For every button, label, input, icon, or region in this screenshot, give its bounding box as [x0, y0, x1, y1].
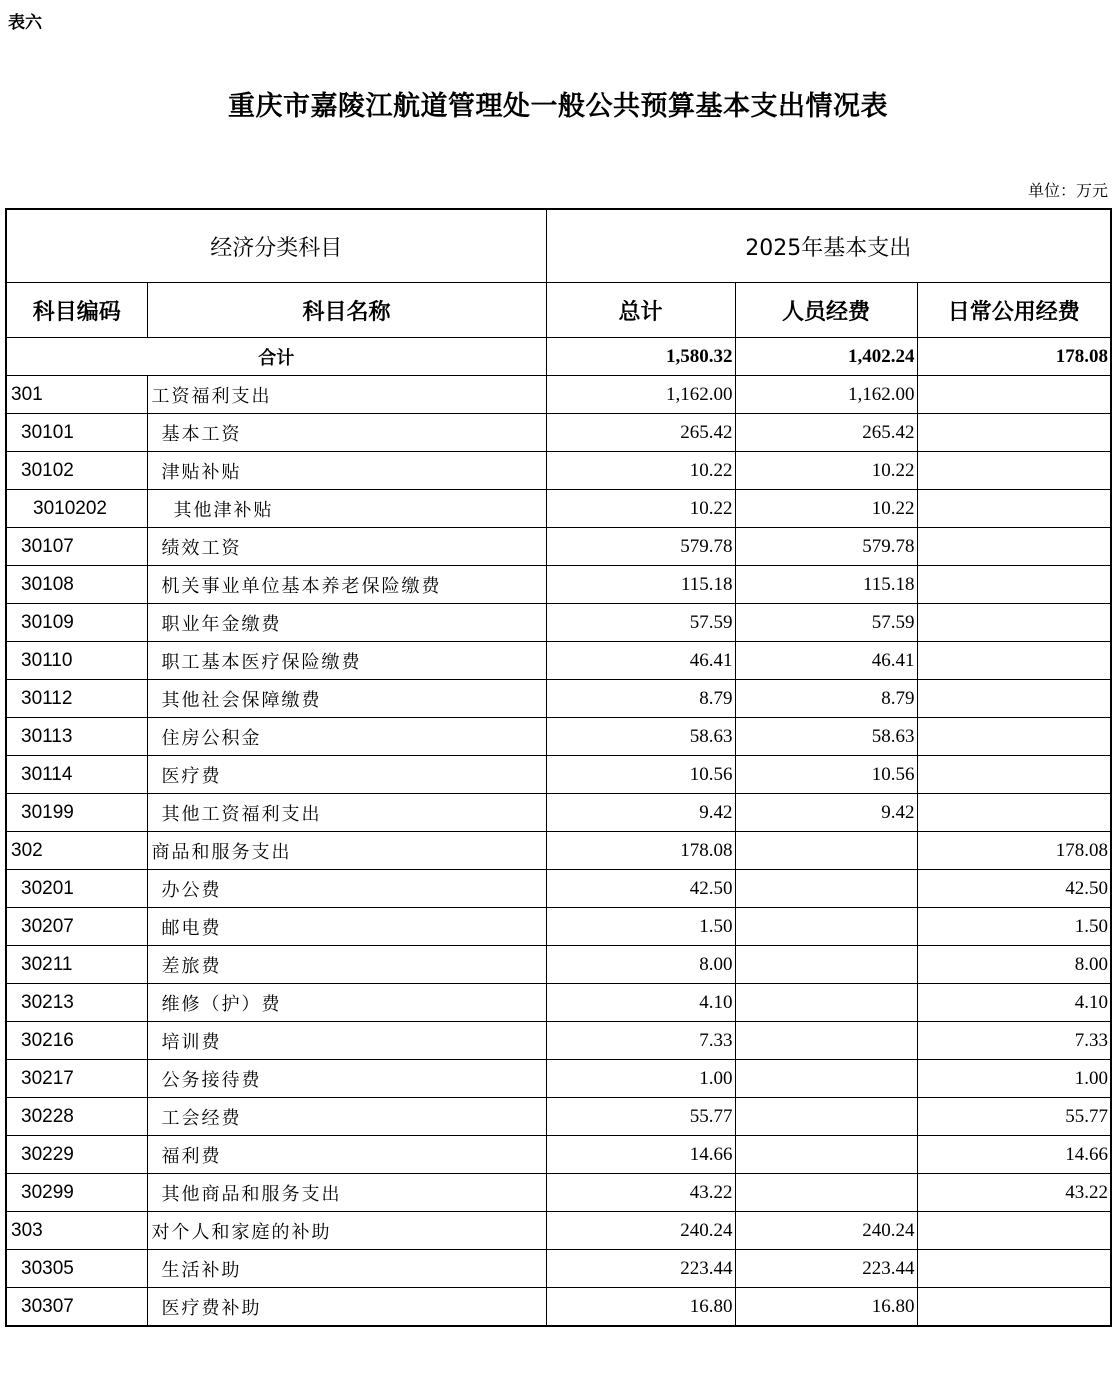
- table-row: [6, 1212, 1111, 1250]
- row-name: 医疗费补助: [147, 1288, 546, 1327]
- row-personnel: 10.22: [735, 452, 917, 490]
- row-personnel: [735, 1060, 917, 1098]
- row-name: 其他工资福利支出: [147, 794, 546, 832]
- row-public: [917, 1288, 1111, 1327]
- table-row: [6, 756, 1111, 794]
- row-personnel: 10.56: [735, 756, 917, 794]
- row-name: 差旅费: [147, 946, 546, 984]
- row-name: 办公费: [147, 870, 546, 908]
- row-total: 14.66: [546, 1136, 735, 1174]
- row-personnel: 1,162.00: [735, 376, 917, 414]
- row-public: 1.50: [917, 908, 1111, 946]
- row-name: 生活补助: [147, 1250, 546, 1288]
- row-personnel: 223.44: [735, 1250, 917, 1288]
- row-name: 其他商品和服务支出: [147, 1174, 546, 1212]
- row-personnel: [735, 1174, 917, 1212]
- row-public: 1.00: [917, 1060, 1111, 1098]
- row-name: 工资福利支出: [147, 376, 546, 414]
- row-total: 4.10: [546, 984, 735, 1022]
- row-total: 1.00: [546, 1060, 735, 1098]
- total-row: [6, 338, 1111, 376]
- row-public: [917, 414, 1111, 452]
- row-name: 邮电费: [147, 908, 546, 946]
- row-code: 30213: [6, 984, 147, 1022]
- row-personnel: 9.42: [735, 794, 917, 832]
- row-personnel: [735, 1098, 917, 1136]
- row-personnel: 46.41: [735, 642, 917, 680]
- row-code: 30307: [6, 1288, 147, 1327]
- table-row: [6, 1098, 1111, 1136]
- row-public: 4.10: [917, 984, 1111, 1022]
- row-total: 265.42: [546, 414, 735, 452]
- row-public: [917, 1212, 1111, 1250]
- row-personnel: 240.24: [735, 1212, 917, 1250]
- row-code: 30114: [6, 756, 147, 794]
- row-name: 公务接待费: [147, 1060, 546, 1098]
- header-name: 科目名称: [147, 283, 546, 338]
- row-total: 10.22: [546, 490, 735, 528]
- row-total: 43.22: [546, 1174, 735, 1212]
- row-name: 职业年金缴费: [147, 604, 546, 642]
- row-code: 30102: [6, 452, 147, 490]
- table-row: [6, 794, 1111, 832]
- table-row: [6, 414, 1111, 452]
- row-total: 178.08: [546, 832, 735, 870]
- row-total: 55.77: [546, 1098, 735, 1136]
- row-code: 30101: [6, 414, 147, 452]
- row-personnel: [735, 984, 917, 1022]
- row-code: 30216: [6, 1022, 147, 1060]
- row-personnel: 10.22: [735, 490, 917, 528]
- total-public: 178.08: [917, 338, 1111, 376]
- row-name: 培训费: [147, 1022, 546, 1060]
- header-personnel: 人员经费: [735, 283, 917, 338]
- row-personnel: 16.80: [735, 1288, 917, 1327]
- row-code: 30113: [6, 718, 147, 756]
- table-row: [6, 984, 1111, 1022]
- row-personnel: [735, 1022, 917, 1060]
- row-code: 302: [6, 832, 147, 870]
- row-name: 其他津补贴: [147, 490, 546, 528]
- row-public: 7.33: [917, 1022, 1111, 1060]
- row-code: 3010202: [6, 490, 147, 528]
- row-code: 30228: [6, 1098, 147, 1136]
- row-name: 职工基本医疗保险缴费: [147, 642, 546, 680]
- row-code: 30109: [6, 604, 147, 642]
- row-name: 工会经费: [147, 1098, 546, 1136]
- table-row: [6, 490, 1111, 528]
- header-total: 总计: [546, 283, 735, 338]
- row-total: 579.78: [546, 528, 735, 566]
- row-personnel: 57.59: [735, 604, 917, 642]
- total-personnel: 1,402.24: [735, 338, 917, 376]
- header-column-row: [6, 283, 1111, 338]
- row-code: 30217: [6, 1060, 147, 1098]
- row-public: [917, 1250, 1111, 1288]
- row-code: 30107: [6, 528, 147, 566]
- row-personnel: [735, 832, 917, 870]
- row-code: 303: [6, 1212, 147, 1250]
- table-row: [6, 642, 1111, 680]
- row-code: 30108: [6, 566, 147, 604]
- table-row: [6, 908, 1111, 946]
- table-row: [6, 1174, 1111, 1212]
- total-total: 1,580.32: [546, 338, 735, 376]
- row-code: 30199: [6, 794, 147, 832]
- row-public: [917, 376, 1111, 414]
- row-personnel: 58.63: [735, 718, 917, 756]
- row-total: 42.50: [546, 870, 735, 908]
- header-econ-category: 经济分类科目: [6, 209, 546, 283]
- row-total: 1,162.00: [546, 376, 735, 414]
- table-row: [6, 832, 1111, 870]
- table-row: [6, 1288, 1111, 1327]
- row-code: 30229: [6, 1136, 147, 1174]
- row-code: 30211: [6, 946, 147, 984]
- row-total: 1.50: [546, 908, 735, 946]
- row-public: 14.66: [917, 1136, 1111, 1174]
- row-name: 机关事业单位基本养老保险缴费: [147, 566, 546, 604]
- row-total: 10.56: [546, 756, 735, 794]
- row-personnel: 8.79: [735, 680, 917, 718]
- row-public: [917, 566, 1111, 604]
- row-name: 绩效工资: [147, 528, 546, 566]
- row-code: 30201: [6, 870, 147, 908]
- row-name: 津贴补贴: [147, 452, 546, 490]
- row-public: [917, 604, 1111, 642]
- row-public: 178.08: [917, 832, 1111, 870]
- row-name: 其他社会保障缴费: [147, 680, 546, 718]
- table-row: [6, 1022, 1111, 1060]
- row-personnel: [735, 1136, 917, 1174]
- table-row: [6, 1250, 1111, 1288]
- table-row: [6, 1136, 1111, 1174]
- row-total: 223.44: [546, 1250, 735, 1288]
- row-personnel: 115.18: [735, 566, 917, 604]
- header-code: 科目编码: [6, 283, 147, 338]
- table-row: [6, 1060, 1111, 1098]
- row-public: [917, 642, 1111, 680]
- row-total: 46.41: [546, 642, 735, 680]
- row-personnel: 265.42: [735, 414, 917, 452]
- row-name: 商品和服务支出: [147, 832, 546, 870]
- row-code: 30112: [6, 680, 147, 718]
- table-row: [6, 452, 1111, 490]
- row-public: [917, 452, 1111, 490]
- row-public: [917, 718, 1111, 756]
- unit-label: 单位：万元: [1027, 181, 1108, 200]
- row-name: 住房公积金: [147, 718, 546, 756]
- header-group-row: [6, 209, 1111, 283]
- row-name: 维修（护）费: [147, 984, 546, 1022]
- table-body: [6, 338, 1111, 1327]
- row-public: 42.50: [917, 870, 1111, 908]
- budget-table: [5, 208, 1112, 1327]
- row-total: 115.18: [546, 566, 735, 604]
- row-total: 10.22: [546, 452, 735, 490]
- row-total: 8.79: [546, 680, 735, 718]
- row-total: 8.00: [546, 946, 735, 984]
- table-row: [6, 376, 1111, 414]
- page-title: 重庆市嘉陵江航道管理处一般公共预算基本支出情况表: [228, 91, 888, 122]
- table-row: [6, 946, 1111, 984]
- row-public: [917, 756, 1111, 794]
- row-name: 医疗费: [147, 756, 546, 794]
- row-public: [917, 490, 1111, 528]
- row-code: 30299: [6, 1174, 147, 1212]
- table-row: [6, 870, 1111, 908]
- row-personnel: [735, 908, 917, 946]
- row-name: 福利费: [147, 1136, 546, 1174]
- table-number: 表六: [8, 13, 42, 33]
- row-code: 30305: [6, 1250, 147, 1288]
- row-personnel: 579.78: [735, 528, 917, 566]
- row-public: [917, 528, 1111, 566]
- row-total: 57.59: [546, 604, 735, 642]
- header-public: 日常公用经费: [917, 283, 1111, 338]
- table-row: [6, 566, 1111, 604]
- row-personnel: [735, 870, 917, 908]
- table-row: [6, 528, 1111, 566]
- row-public: 55.77: [917, 1098, 1111, 1136]
- row-total: 58.63: [546, 718, 735, 756]
- row-total: 240.24: [546, 1212, 735, 1250]
- row-name: 对个人和家庭的补助: [147, 1212, 546, 1250]
- row-total: 7.33: [546, 1022, 735, 1060]
- row-code: 30207: [6, 908, 147, 946]
- row-public: 8.00: [917, 946, 1111, 984]
- row-public: 43.22: [917, 1174, 1111, 1212]
- header-basic-expenditure: 2025年基本支出: [546, 209, 1111, 283]
- row-total: 16.80: [546, 1288, 735, 1327]
- table-row: [6, 604, 1111, 642]
- total-label: 合计: [6, 338, 546, 376]
- row-personnel: [735, 946, 917, 984]
- row-code: 301: [6, 376, 147, 414]
- row-public: [917, 680, 1111, 718]
- row-total: 9.42: [546, 794, 735, 832]
- row-name: 基本工资: [147, 414, 546, 452]
- row-code: 30110: [6, 642, 147, 680]
- table-row: [6, 718, 1111, 756]
- table-row: [6, 680, 1111, 718]
- row-public: [917, 794, 1111, 832]
